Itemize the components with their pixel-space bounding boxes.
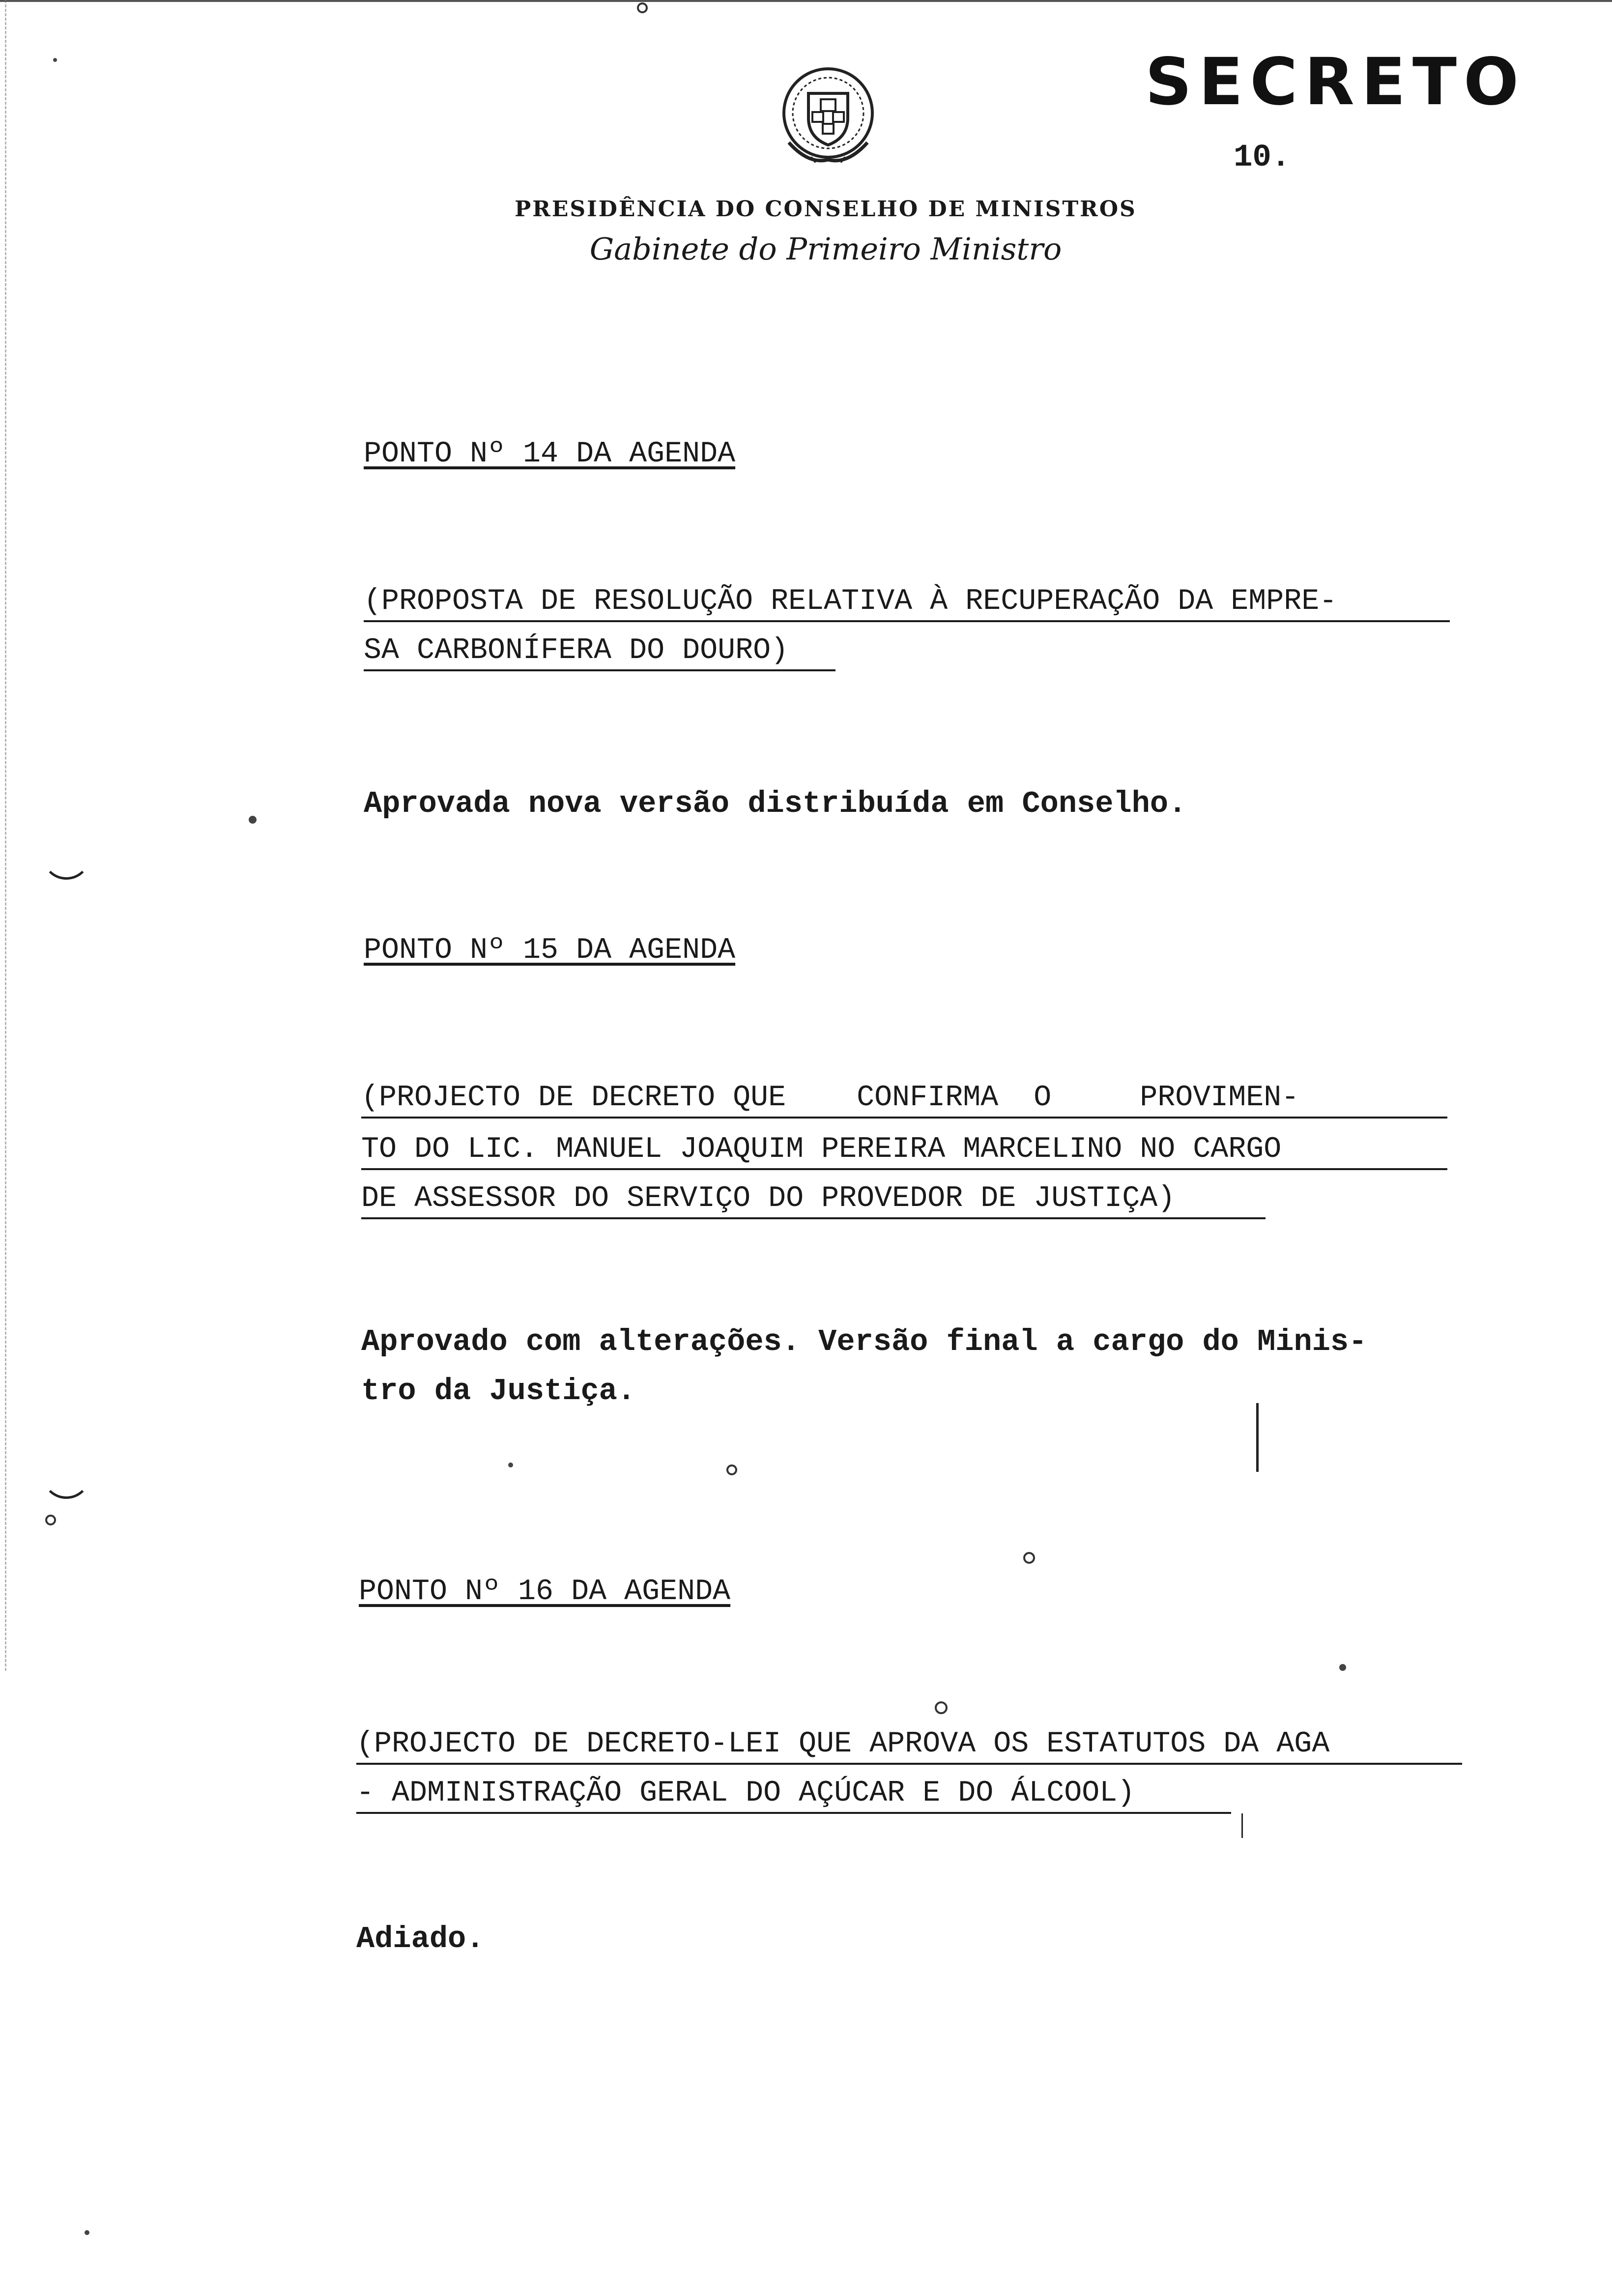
institution-name: PRESIDÊNCIA DO CONSELHO DE MINISTROS bbox=[515, 197, 1137, 222]
page-number: 10. bbox=[1234, 140, 1291, 175]
agenda-item-decision: Aprovada nova versão distribuída em Conselho. bbox=[364, 786, 1187, 821]
agenda-item-subject-line: - ADMINISTRAÇÃO GERAL DO AÇÚCAR E DO ÁLCOOL) bbox=[356, 1777, 1231, 1814]
scan-artifact bbox=[726, 1464, 737, 1475]
scan-artifact bbox=[42, 1450, 91, 1499]
agenda-item-subject-line: DE ASSESSOR DO SERVIÇO DO PROVEDOR DE JUSTIÇA) bbox=[361, 1182, 1266, 1219]
agenda-item-subject-line: (PROJECTO DE DECRETO-LEI QUE APROVA OS ESTATUTOS DA AGA bbox=[356, 1727, 1462, 1765]
agenda-item-subject-line: (PROJECTO DE DECRETO QUE CONFIRMA O PROVIMEN- bbox=[361, 1081, 1447, 1119]
agenda-item-heading: PONTO Nº 14 DA AGENDA bbox=[364, 437, 736, 471]
scan-artifact bbox=[42, 831, 91, 880]
agenda-item-decision: Aprovado com alterações. Versão final a cargo do Minis- bbox=[361, 1324, 1367, 1359]
scan-artifact bbox=[1241, 1813, 1243, 1838]
scan-artifact bbox=[1339, 1664, 1346, 1671]
agenda-item-heading: PONTO Nº 15 DA AGENDA bbox=[364, 934, 736, 967]
scan-artifact bbox=[85, 2230, 89, 2235]
scan-artifact bbox=[508, 1463, 513, 1467]
binding-edge bbox=[0, 0, 6, 1671]
scan-artifact bbox=[53, 58, 57, 62]
scan-artifact bbox=[1256, 1403, 1259, 1472]
agenda-item-decision: tro da Justiça. bbox=[361, 1374, 636, 1408]
scan-artifact bbox=[45, 1515, 56, 1525]
agenda-item-subject-line: TO DO LIC. MANUEL JOAQUIM PEREIRA MARCELINO NO CARGO bbox=[361, 1133, 1447, 1170]
classification-stamp: SECRETO bbox=[1145, 44, 1526, 120]
scan-artifact bbox=[935, 1701, 948, 1714]
coat-of-arms-icon bbox=[769, 59, 887, 177]
agenda-item-heading: PONTO Nº 16 DA AGENDA bbox=[359, 1575, 731, 1608]
scan-artifact bbox=[637, 2, 648, 13]
agenda-item-decision: Adiado. bbox=[356, 1922, 485, 1956]
scan-artifact bbox=[249, 816, 257, 824]
cabinet-name: Gabinete do Primeiro Ministro bbox=[589, 231, 1062, 267]
top-edge-rule bbox=[0, 0, 1612, 2]
agenda-item-subject-line: (PROPOSTA DE RESOLUÇÃO RELATIVA À RECUPERAÇÃO DA EMPRE- bbox=[364, 585, 1450, 622]
agenda-item-subject-line: SA CARBONÍFERA DO DOURO) bbox=[364, 634, 835, 671]
scan-artifact bbox=[1023, 1552, 1035, 1564]
